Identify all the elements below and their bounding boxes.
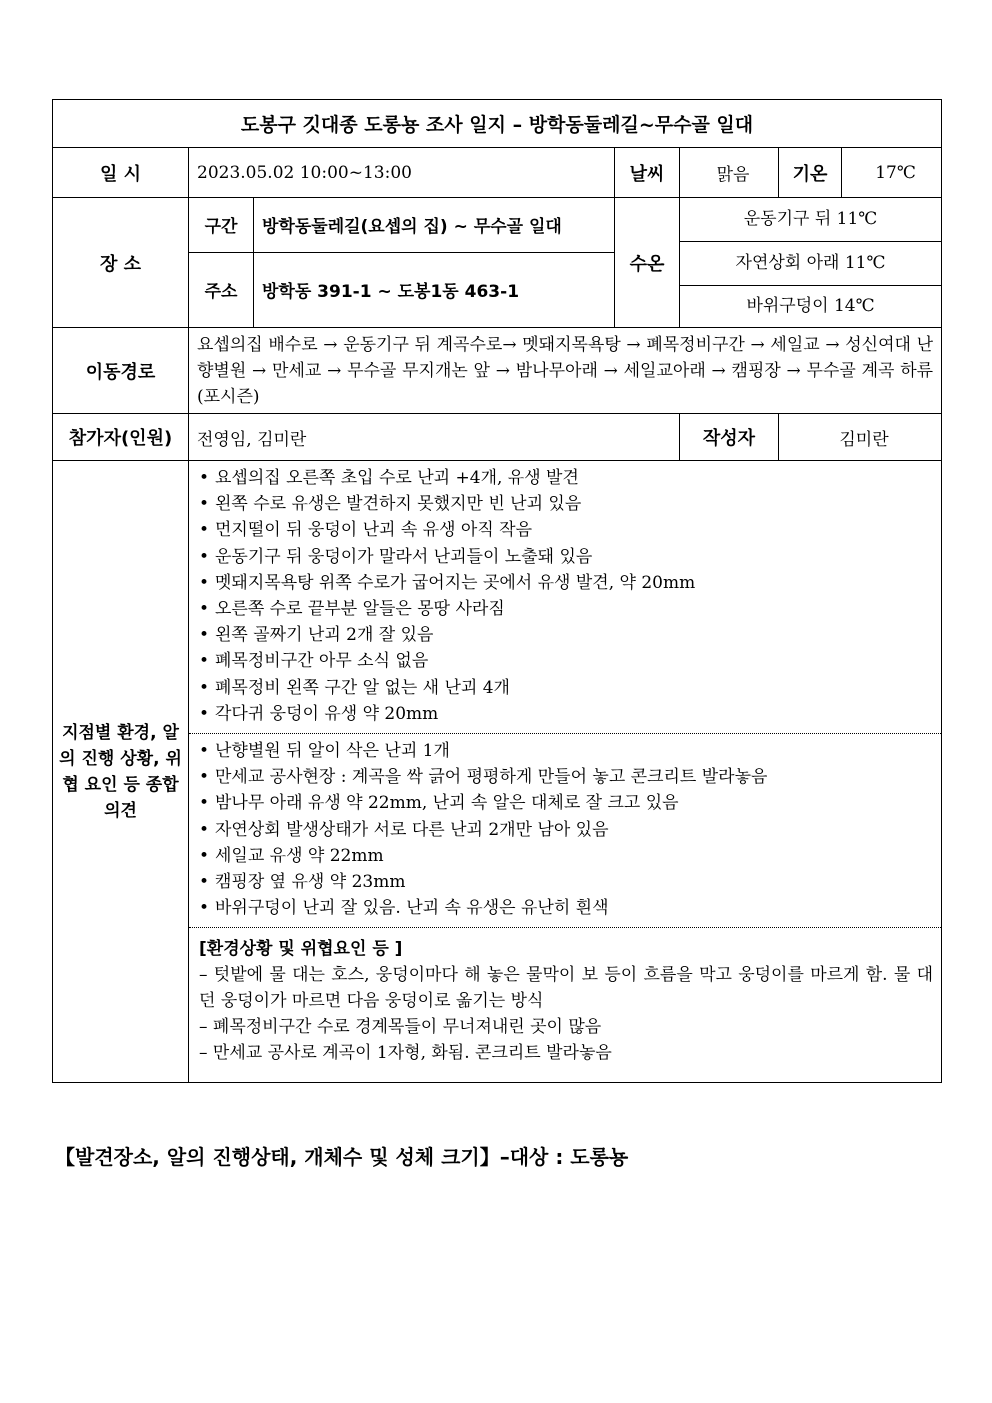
- water-temp-item: 자연상회 아래 11℃: [680, 241, 941, 285]
- observation-item: [199, 570, 933, 596]
- observation-item: [199, 622, 933, 648]
- observation-text: 오른쪽 수로 끝부분 알들은 몽땅 사라짐: [215, 599, 505, 620]
- observation-item: [199, 790, 933, 816]
- water-temp-list: [680, 198, 942, 328]
- observation-text: 먼지떨이 뒤 웅덩이 난괴 속 유생 아직 작음: [215, 520, 533, 541]
- observation-item: [199, 738, 933, 764]
- datetime-value: 2023.05.02 10:00~13:00: [189, 148, 615, 198]
- document-title: 도봉구 깃대종 도롱뇽 조사 일지 – 방학동둘레길~무수골 일대: [53, 100, 942, 148]
- observation-item: [199, 869, 933, 895]
- observation-text: 캠핑장 옆 유생 약 23mm: [215, 872, 406, 893]
- route-label: 이동경로: [53, 328, 189, 414]
- environment-line: – 만세교 공사로 계곡이 1자형, 화됨. 콘크리트 발라놓음: [199, 1043, 612, 1064]
- environment-line: – 폐목정비구간 수로 경계목들이 무너져내린 곳이 많음: [199, 1017, 602, 1038]
- observation-text: 운동기구 뒤 웅덩이가 말라서 난괴들이 노출돼 있음: [215, 546, 593, 567]
- observations-list-2: [189, 734, 941, 927]
- temperature-label: 기온: [779, 148, 842, 198]
- summary-label-text: 지점별 환경, 알의 진행 상황, 위협 요인 등 종합 의견: [59, 722, 182, 821]
- observation-text: 밤나무 아래 유생 약 22mm, 난괴 속 알은 대체로 잘 크고 있음: [215, 793, 679, 814]
- bullet-icon: •: [199, 572, 210, 593]
- bullet-icon: •: [199, 703, 210, 724]
- bullet-icon: •: [199, 767, 210, 788]
- bullet-icon: •: [199, 898, 210, 919]
- observations-cell: [189, 461, 942, 1083]
- observation-item: [199, 843, 933, 869]
- observation-item: [199, 491, 933, 517]
- summary-label: [53, 461, 189, 1083]
- observation-text: 난향별원 뒤 알이 삭은 난괴 1개: [215, 741, 450, 762]
- environment-line: – 텃밭에 물 대는 호스, 웅덩이마다 해 놓은 물막이 보 등이 흐름을 막고 웅덩이를 마르게 함. 물 대던 웅덩이가 마르면 다음 웅덩이로 옮기는 방식: [199, 965, 934, 1012]
- observation-text: 각다귀 웅덩이 유생 약 20mm: [215, 703, 439, 724]
- bullet-icon: •: [199, 651, 210, 672]
- bullet-icon: •: [199, 845, 210, 866]
- observation-text: 폐목정비 왼쪽 구간 알 없는 새 난괴 4개: [215, 677, 510, 698]
- observation-item: [199, 701, 933, 727]
- datetime-label: 일 시: [53, 148, 189, 198]
- observation-item: [199, 817, 933, 843]
- participants-label: 참가자(인원): [53, 414, 189, 461]
- section-value: 방학동둘레길(요셉의 집) ~ 무수골 일대: [254, 198, 615, 253]
- observation-item: [199, 675, 933, 701]
- observation-text: 왼쪽 골짜기 난괴 2개 잘 있음: [215, 625, 434, 646]
- environment-section: [189, 928, 941, 1082]
- place-label: 장 소: [53, 198, 189, 328]
- author-label: 작성자: [680, 414, 779, 461]
- bullet-icon: •: [199, 599, 210, 620]
- water-temp-item: 운동기구 뒤 11℃: [743, 209, 878, 229]
- bullet-icon: •: [199, 819, 210, 840]
- address-label: 주소: [189, 252, 254, 327]
- temperature-value: 17℃: [842, 148, 942, 198]
- observation-item: [199, 465, 933, 491]
- observation-text: 왼쪽 수로 유생은 발견하지 못했지만 빈 난괴 있음: [215, 494, 582, 515]
- bullet-icon: •: [199, 546, 210, 567]
- bullet-icon: •: [199, 677, 210, 698]
- observation-text: 만세교 공사현장 : 계곡을 싹 긁어 평평하게 만들어 놓고 콘크리트 발라놓음: [215, 767, 768, 788]
- section-label: 구간: [189, 198, 254, 253]
- observation-item: [199, 517, 933, 543]
- bullet-icon: •: [199, 741, 210, 762]
- observation-text: 요셉의집 오른쪽 초입 수로 난괴 +4개, 유생 발견: [215, 468, 579, 488]
- weather-value: 맑음: [680, 148, 779, 198]
- water-temp-label: 수온: [615, 198, 680, 328]
- observation-text: 멧돼지목욕탕 위쪽 수로가 굽어지는 곳에서 유생 발견, 약 20mm: [215, 572, 696, 593]
- observation-item: [199, 596, 933, 622]
- bullet-icon: •: [199, 793, 210, 814]
- section-footer-heading: 【발견장소, 알의 진행상태, 개체수 및 성체 크기】–대상 : 도롱뇽: [55, 1145, 629, 1169]
- bullet-icon: •: [199, 468, 210, 488]
- observation-item: [199, 648, 933, 674]
- bullet-icon: •: [199, 494, 210, 515]
- observation-text: 폐목정비구간 아무 소식 없음: [215, 651, 429, 672]
- bullet-icon: •: [199, 520, 210, 541]
- address-value: 방학동 391-1 ~ 도봉1동 463-1: [254, 252, 615, 327]
- survey-log-table: [52, 99, 942, 1083]
- bullet-icon: •: [199, 625, 210, 646]
- observation-item: [199, 895, 933, 921]
- participants-value: 전영임, 김미란: [189, 414, 680, 461]
- observation-item: [199, 764, 933, 790]
- observation-text: 바위구덩이 난괴 잘 있음. 난괴 속 유생은 유난히 흰색: [215, 898, 609, 919]
- environment-heading: [환경상황 및 위협요인 등 ]: [199, 939, 403, 960]
- route-value: 요셉의집 배수로 → 운동기구 뒤 계곡수로→ 멧돼지목욕탕 → 폐목정비구간 → 세일교 → 성신여대 난향별원 → 만세교 → 무수골 무지개논 앞 → 밤나무아래 → 세일교아래 → 캠핑장 → 무수골 계곡 하류(포시즌): [189, 328, 942, 414]
- bullet-icon: •: [199, 872, 210, 893]
- author-value: 김미란: [779, 414, 942, 461]
- observation-text: 자연상회 발생상태가 서로 다른 난괴 2개만 남아 있음: [215, 819, 609, 840]
- water-temp-item: 바위구덩이 14℃: [680, 285, 941, 327]
- observations-list-1: [189, 461, 941, 733]
- observation-item: [199, 544, 933, 570]
- weather-label: 날씨: [615, 148, 680, 198]
- observation-text: 세일교 유생 약 22mm: [215, 845, 384, 866]
